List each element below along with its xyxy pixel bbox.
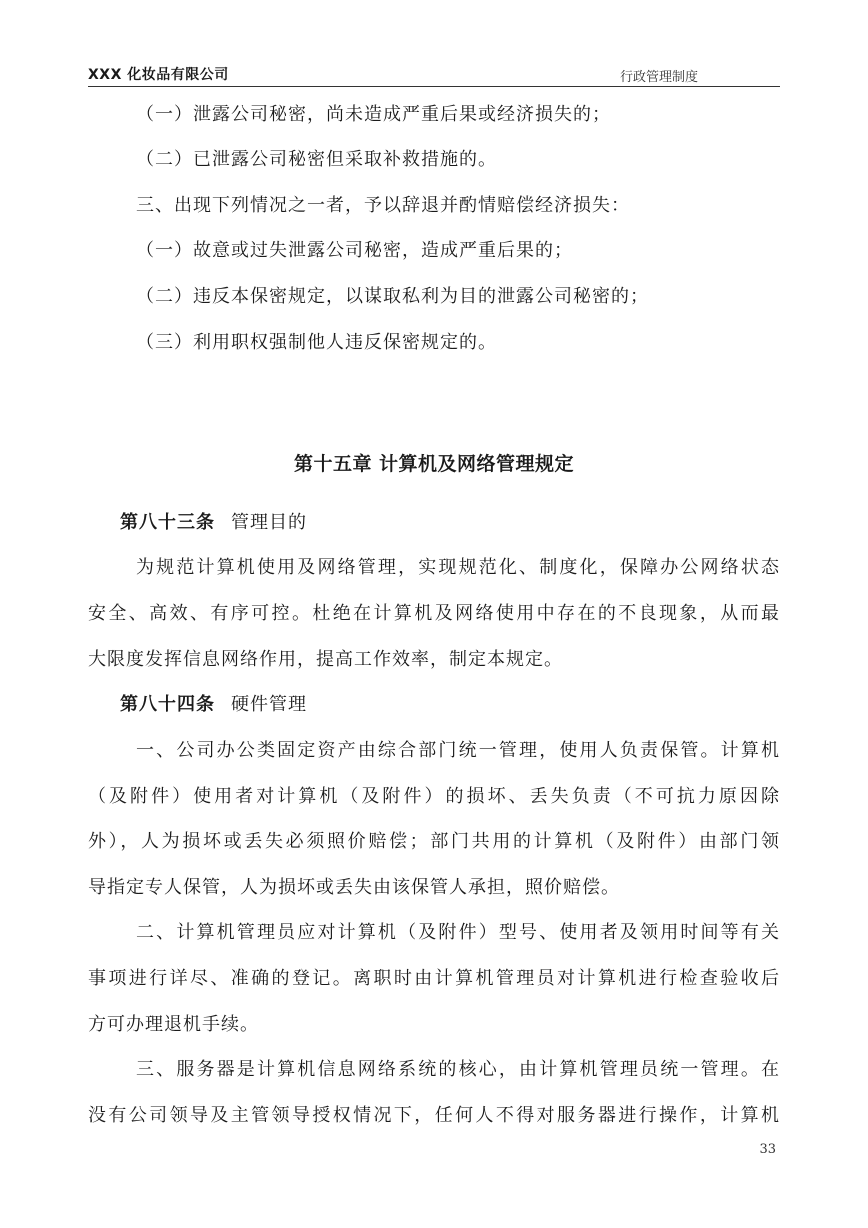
paragraph-line: 没有公司领导及主管领导授权情况下，任何人不得对服务器进行操作，计算机 [88, 1105, 780, 1126]
paragraph-line: 一、公司办公类固定资产由综合部门统一管理，使用人负责保管。计算机 [136, 740, 780, 761]
article-heading [120, 512, 780, 534]
list-item: （一）故意或过失泄露公司秘密，造成严重后果的； [136, 240, 573, 261]
article-number: 第八十三条 [120, 512, 215, 533]
paragraph-line: （及附件）使用者对计算机（及附件）的损坏、丢失负责（不可抗力原因除 [88, 786, 780, 807]
paragraph-line: 外），人为损坏或丢失必须照价赔偿；部门共用的计算机（及附件）由部门领 [88, 831, 780, 852]
paragraph-line: 方可办理退机手续。 [88, 1014, 259, 1035]
article-heading [120, 694, 780, 716]
article-title: 管理目的 [231, 512, 307, 533]
chapter-title: 第十五章 计算机及网络管理规定 [293, 453, 575, 475]
paragraph-line: 大限度发挥信息网络作用，提高工作效率，制定本规定。 [88, 649, 563, 670]
paragraph-line: 三、服务器是计算机信息网络系统的核心，由计算机管理员统一管理。在 [136, 1059, 780, 1080]
list-item: （二）违反本保密规定，以谋取私利为目的泄露公司秘密的； [136, 286, 649, 307]
list-item: 三、出现下列情况之一者，予以辞退并酌情赔偿经济损失： [136, 195, 630, 216]
article-title: 硬件管理 [231, 694, 307, 715]
list-item: （三）利用职权强制他人违反保密规定的。 [136, 332, 497, 353]
paragraph-line: 二、计算机管理员应对计算机（及附件）型号、使用者及领用时间等有关 [136, 922, 780, 943]
header-doc-title: 行政管理制度 [619, 70, 698, 85]
page-number: 33 [759, 1142, 776, 1157]
article-number: 第八十四条 [120, 694, 215, 715]
list-item: （二）已泄露公司秘密但采取补救措施的。 [136, 149, 497, 170]
paragraph-line: 安全、高效、有序可控。杜绝在计算机及网络使用中存在的不良现象，从而最 [88, 603, 780, 624]
paragraph-line: 事项进行详尽、准确的登记。离职时由计算机管理员对计算机进行检查验收后 [88, 968, 780, 989]
list-item: （一）泄露公司秘密，尚未造成严重后果或经济损失的； [136, 104, 611, 125]
paragraph-line: 导指定专人保管，人为损坏或丢失由该保管人承担，照价赔偿。 [88, 877, 620, 898]
header-divider [88, 86, 780, 87]
header-company: XXX 化妆品有限公司 [88, 67, 229, 83]
paragraph-line: 为规范计算机使用及网络管理，实现规范化、制度化，保障办公网络状态 [136, 557, 780, 578]
